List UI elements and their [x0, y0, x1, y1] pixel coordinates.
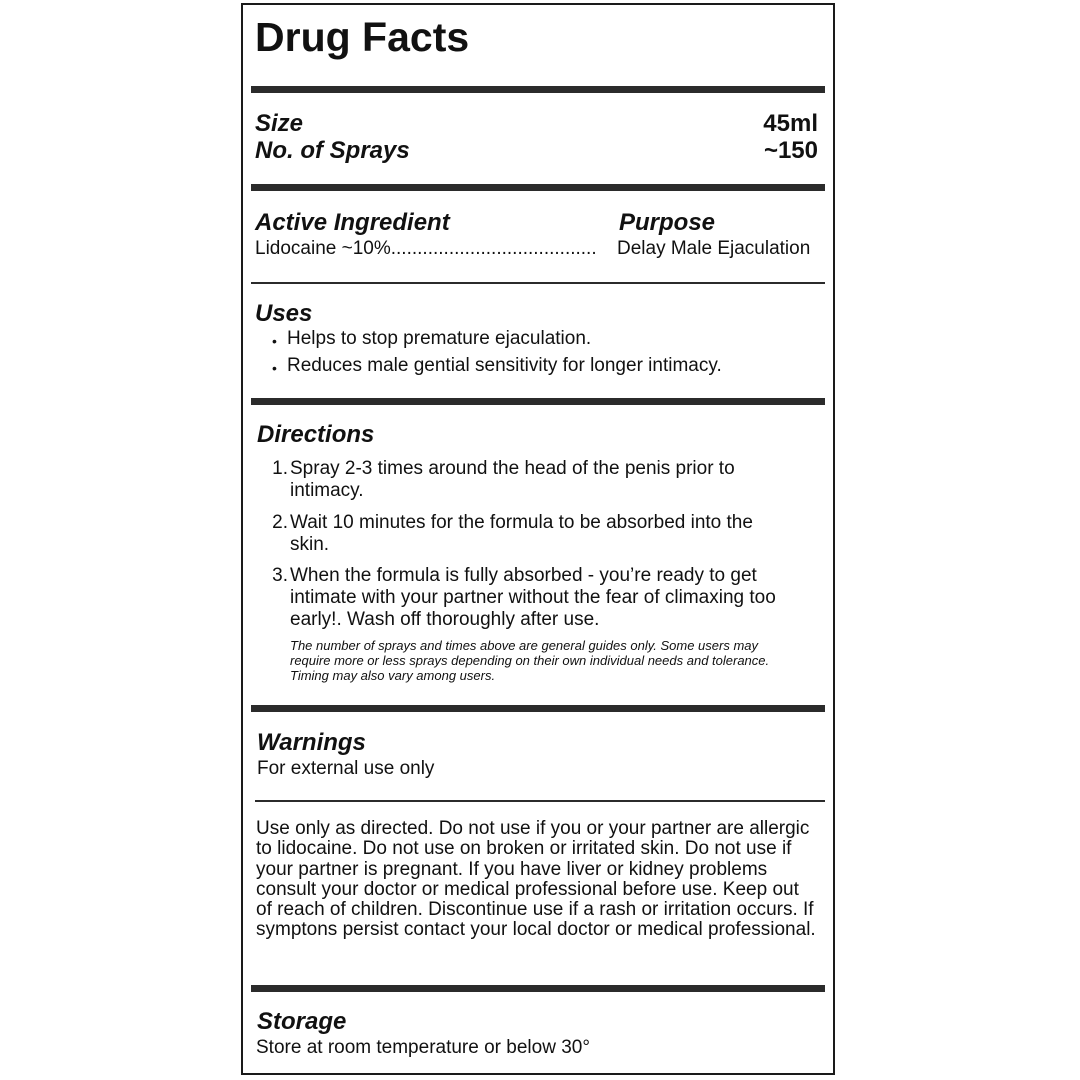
divider-thick: [251, 705, 825, 712]
warnings-heading: Warnings: [257, 729, 366, 756]
divider-thick: [251, 398, 825, 405]
step-number: 3.: [272, 565, 288, 586]
directions-heading: Directions: [257, 421, 375, 448]
uses-heading: Uses: [255, 300, 313, 327]
uses-item: Helps to stop premature ejaculation.: [287, 328, 592, 349]
warnings-body: Use only as directed. Do not use if you or your partner are allergic to lidocaine. Do not use on broken or irritated skin. Do not use if your partner is pregnant. If you have liver or kidney problems consult your doctor or medical professional before use. Keep out of reach of children. Discontinue use if a rash or irritation occurs. If symptons persist contact your local doctor or medical professional.: [256, 818, 816, 941]
step-number: 2.: [272, 512, 288, 533]
directions-note: The number of sprays and times above are general guides only. Some users may require more or less sprays depending on their own individual needs and tolerance. Timing may also vary among users.: [290, 638, 770, 683]
storage-text: Store at room temperature or below 30°: [256, 1037, 590, 1058]
size-label: Size: [255, 110, 304, 137]
storage-heading: Storage: [257, 1008, 347, 1035]
step-text: Spray 2-3 times around the head of the penis prior to intimacy.: [290, 458, 735, 501]
divider-thick: [251, 985, 825, 992]
uses-item: Reduces male gential sensitivity for longer intimacy.: [287, 355, 722, 376]
divider-thin: [255, 800, 825, 802]
step-number: 1.: [272, 458, 288, 479]
active-ingredient: Lidocaine ~10%.......................................: [255, 238, 597, 259]
purpose-heading: Purpose: [619, 209, 716, 236]
divider-thick: [251, 184, 825, 191]
sprays-value: ~150: [763, 137, 818, 164]
sprays-label: No. of Sprays: [255, 137, 410, 164]
size-value: 45ml: [763, 110, 818, 137]
warnings-subtitle: For external use only: [257, 758, 435, 779]
bullet-icon: •: [272, 360, 277, 376]
purpose: Delay Male Ejaculation: [617, 238, 811, 259]
divider-thin: [251, 282, 825, 284]
step-text: When the formula is fully absorbed - you’re ready to get intimate with your partner without the fear of climaxing too early!. Wash off thoroughly after use.: [290, 565, 776, 630]
bullet-icon: •: [272, 333, 277, 349]
divider-thick: [251, 86, 825, 93]
step-text: Wait 10 minutes for the formula to be absorbed into the skin.: [290, 512, 753, 555]
page-title: Drug Facts: [255, 14, 470, 60]
active-ingredient-heading: Active Ingredient: [255, 209, 450, 236]
